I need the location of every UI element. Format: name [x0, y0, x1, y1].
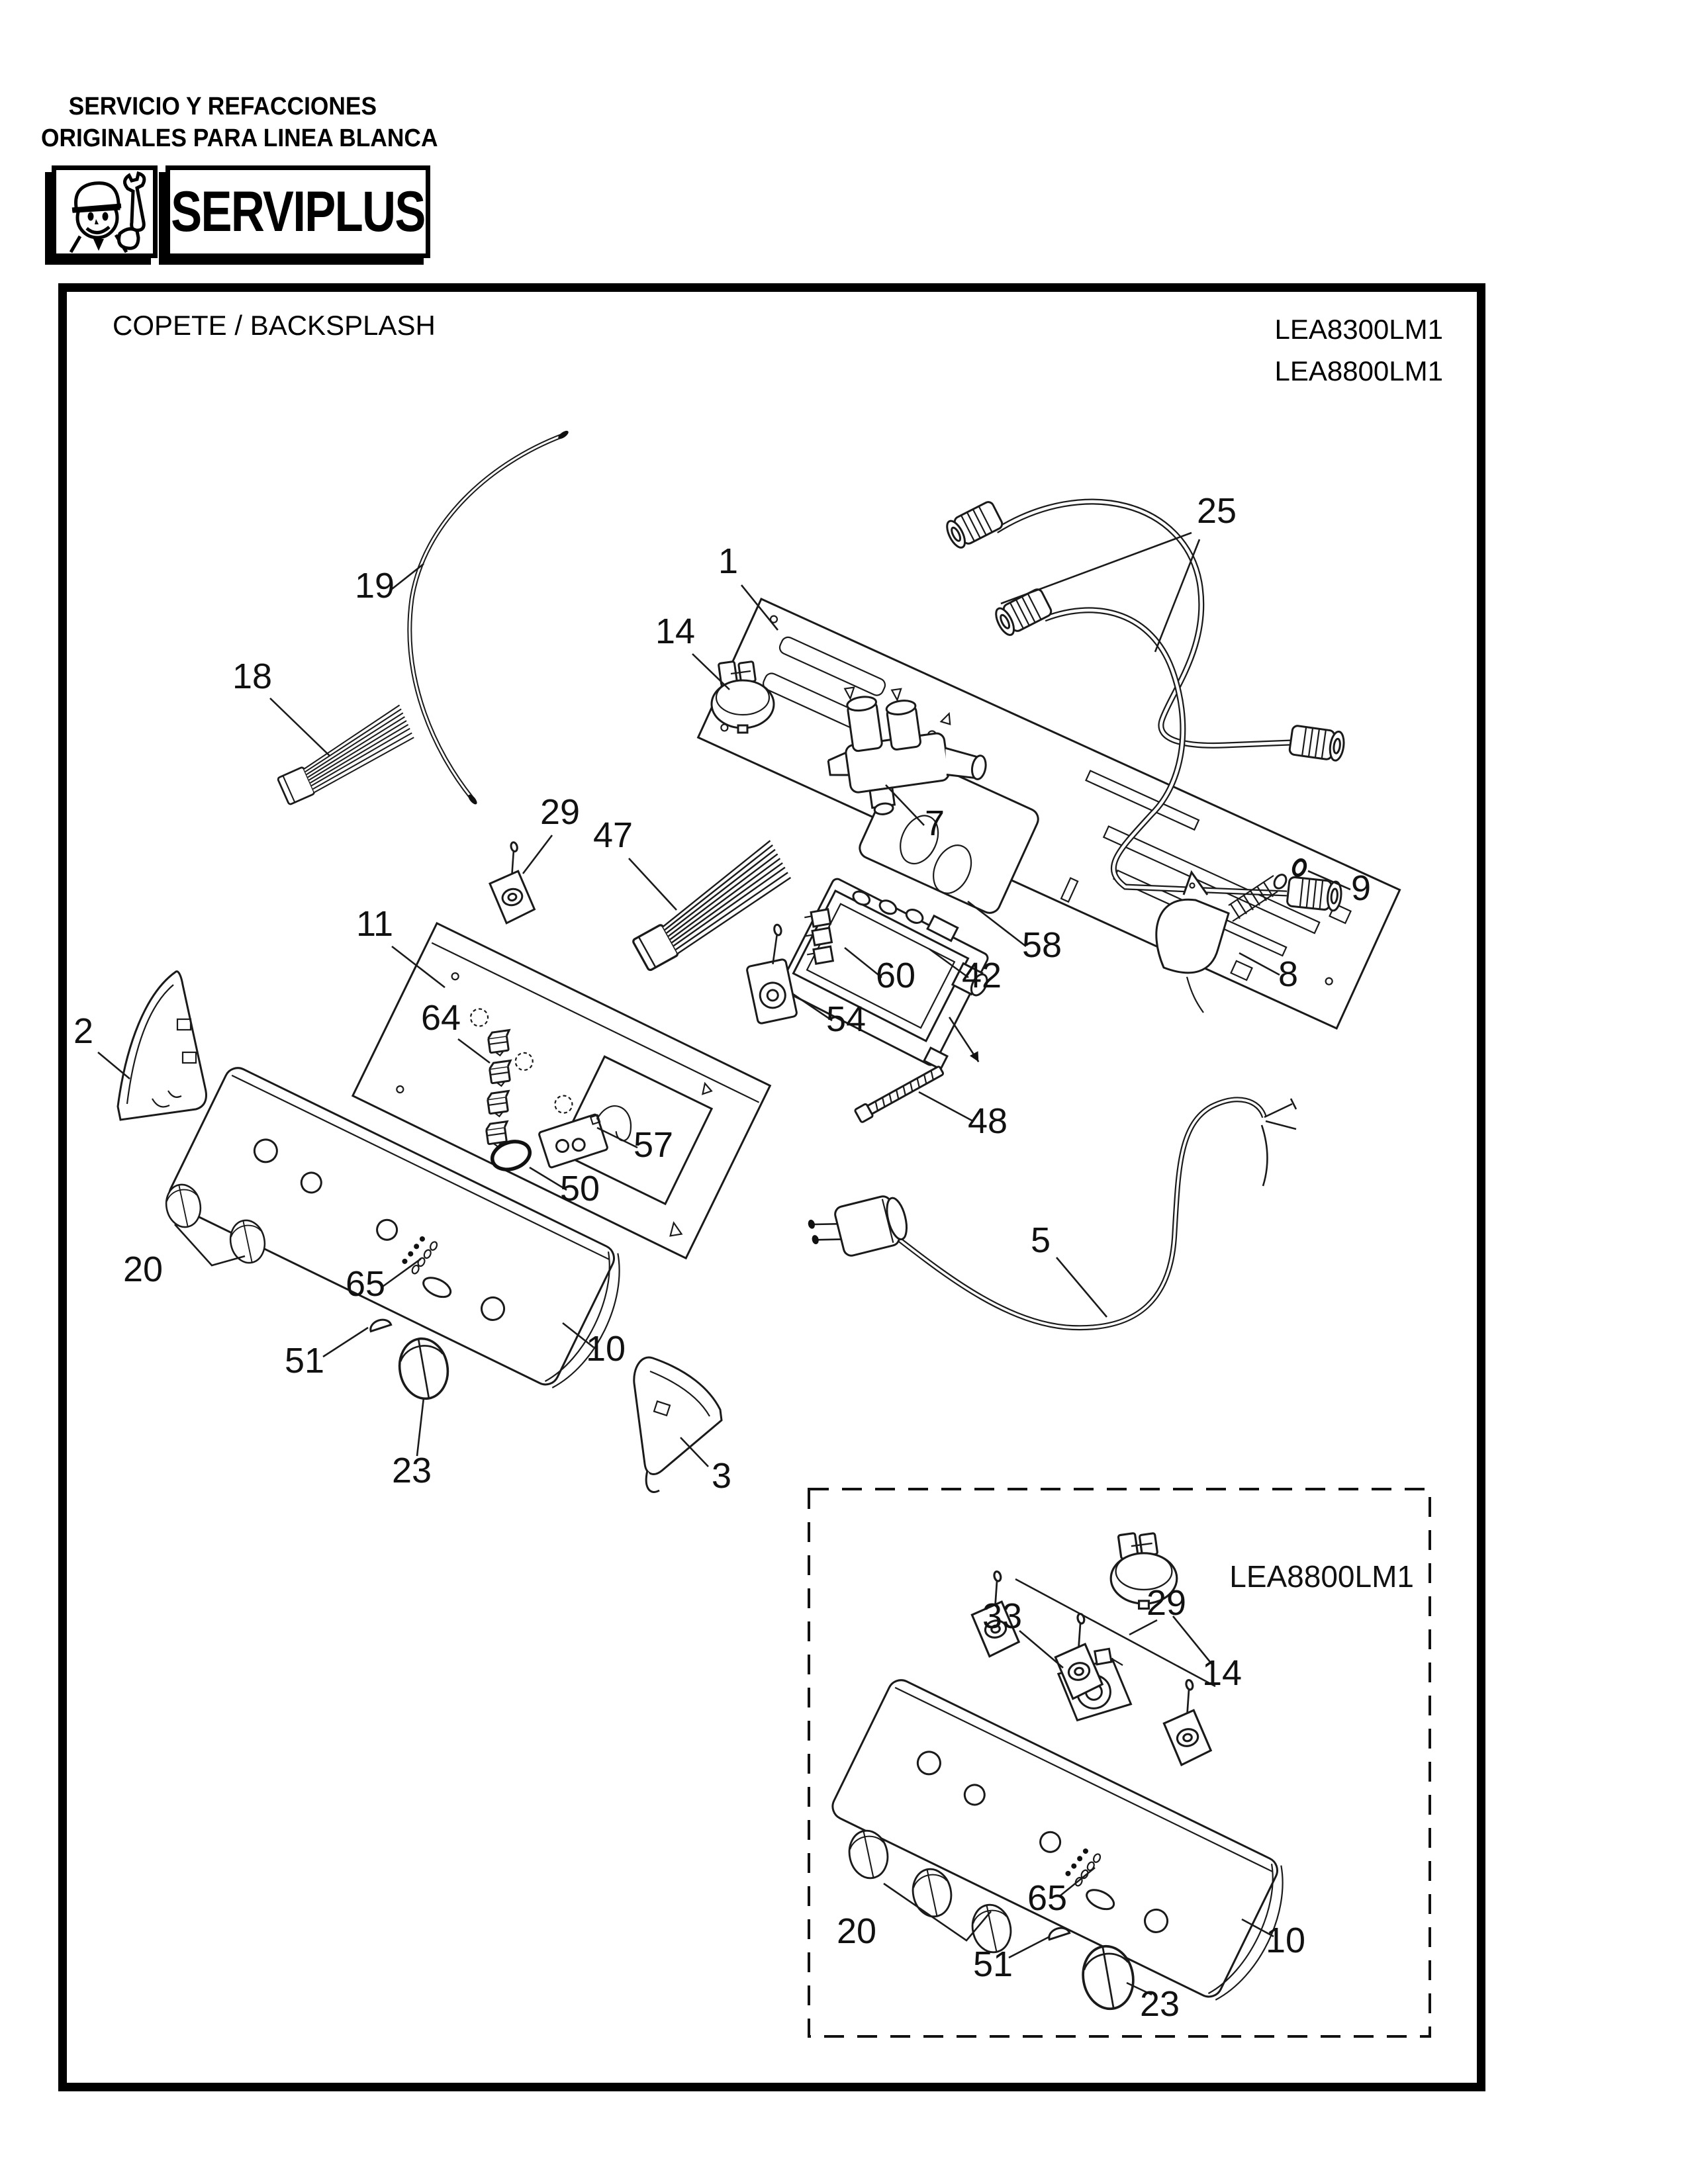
- callout-10: 10: [585, 1329, 626, 1369]
- callout-2: 2: [73, 1011, 94, 1051]
- callout-inset-14: 14: [1201, 1653, 1243, 1693]
- inset-model-label: LEA8800LM1: [1229, 1559, 1414, 1594]
- part-end-cap-right: [634, 1357, 722, 1492]
- callout-50: 50: [559, 1169, 600, 1208]
- callout-25: 25: [1196, 491, 1237, 531]
- diagram-title: COPETE / BACKSPLASH: [113, 310, 436, 341]
- callout-65: 65: [345, 1264, 386, 1304]
- callout-7: 7: [924, 803, 945, 843]
- callout-19: 19: [354, 566, 395, 606]
- part-switch: [481, 841, 536, 925]
- callout-inset-33: 33: [982, 1596, 1023, 1636]
- part-pressure-hose: [410, 430, 570, 806]
- header-line-2: ORIGINALES PARA LINEA BLANCA: [41, 124, 438, 152]
- callout-42: 42: [961, 956, 1002, 995]
- callout-11: 11: [355, 904, 394, 944]
- callout-47: 47: [592, 815, 633, 855]
- callout-5: 5: [1030, 1220, 1051, 1260]
- part-console-panel-inset: [828, 1676, 1301, 2011]
- callout-inset-51: 51: [972, 1944, 1013, 1984]
- callout-23: 23: [391, 1451, 432, 1490]
- callout-inset-23: 23: [1139, 1984, 1180, 2024]
- header-line-1: SERVICIO Y REFACCIONES: [68, 93, 377, 120]
- callout-29: 29: [539, 792, 581, 832]
- callout-48: 48: [967, 1101, 1008, 1141]
- callout-9: 9: [1350, 868, 1372, 908]
- callout-inset-65: 65: [1027, 1878, 1068, 1918]
- callout-inset-29: 29: [1146, 1583, 1187, 1623]
- callout-60: 60: [875, 956, 916, 995]
- callout-inset-20: 20: [836, 1911, 877, 1951]
- part-knob-inset: [909, 1866, 956, 1920]
- hose-coupling: [943, 500, 1004, 551]
- callout-54: 54: [825, 999, 867, 1039]
- part-power-cord: [806, 1099, 1296, 1328]
- model-top: LEA8300LM1: [1274, 314, 1443, 345]
- model-bottom: LEA8800LM1: [1274, 355, 1443, 387]
- callout-18: 18: [232, 657, 273, 696]
- callout-inset-10: 10: [1265, 1921, 1306, 1960]
- callout-20: 20: [122, 1250, 164, 1289]
- part-ribbon-cable: [622, 841, 797, 971]
- callout-14: 14: [655, 612, 696, 651]
- part-knob-23: [395, 1335, 453, 1402]
- callout-58: 58: [1021, 925, 1062, 965]
- callout-8: 8: [1278, 954, 1299, 994]
- part-end-cap-left: [118, 972, 206, 1120]
- callout-3: 3: [711, 1456, 732, 1496]
- part-cap-51: [369, 1317, 391, 1331]
- callout-64: 64: [420, 998, 461, 1038]
- callout-51: 51: [284, 1341, 325, 1381]
- callout-57: 57: [633, 1125, 674, 1165]
- callout-1: 1: [718, 541, 739, 581]
- part-cable-tie: [855, 1064, 945, 1122]
- brand-name: SERVIPLUS: [171, 179, 425, 244]
- hose-coupling: [1289, 725, 1345, 762]
